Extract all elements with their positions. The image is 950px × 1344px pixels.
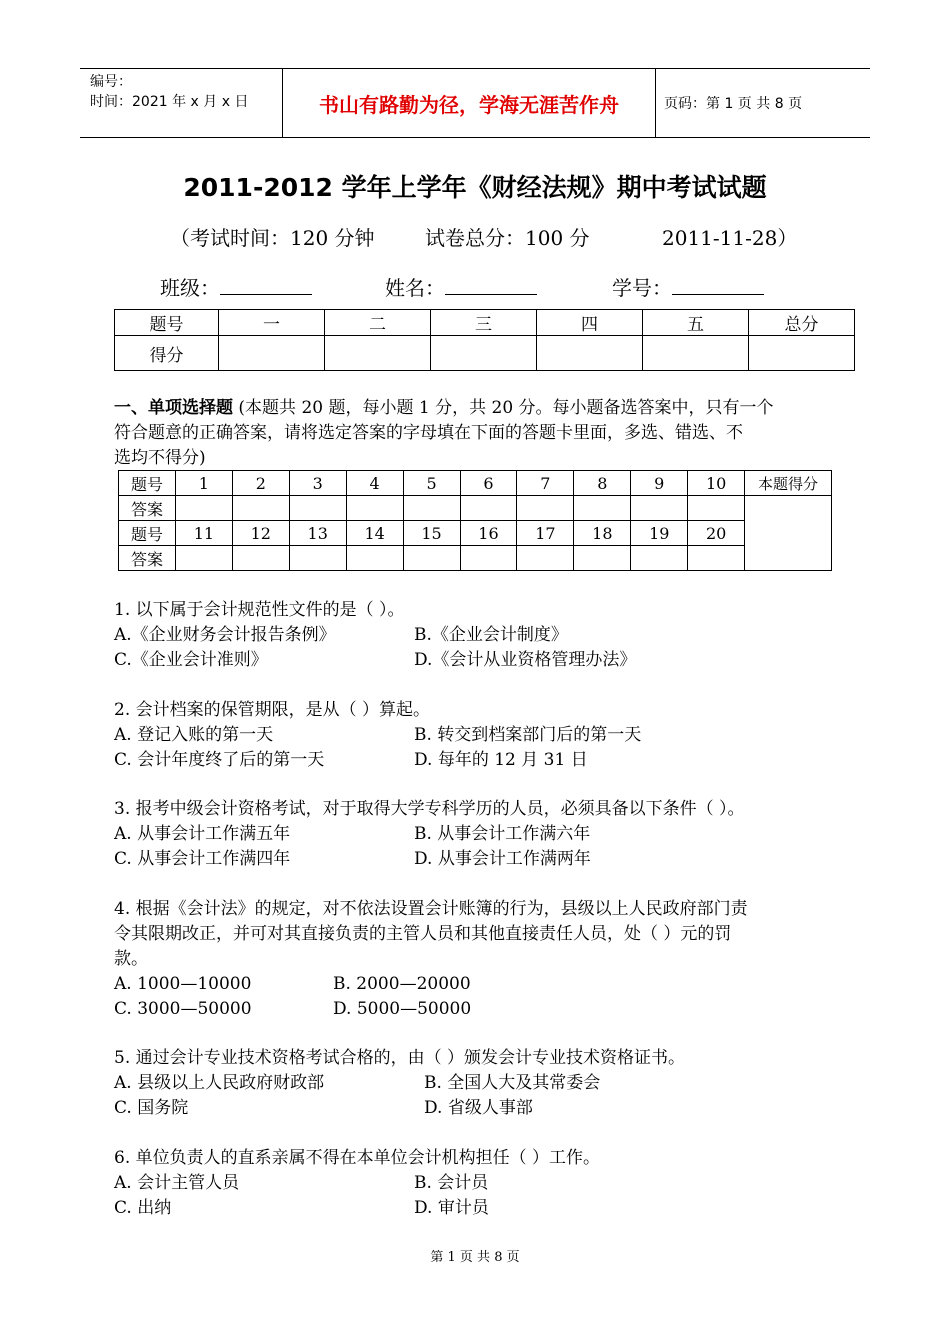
instructions-line-2: 符合题意的正确答案，请将选定答案的字母填在下面的答题卡里面，多选、错选、不 bbox=[114, 423, 743, 443]
answer-table bbox=[118, 470, 832, 571]
answer-cell[interactable] bbox=[175, 496, 232, 521]
option-d: D. 5000—50000 bbox=[333, 999, 472, 1019]
answer-cell[interactable] bbox=[574, 496, 631, 521]
answer-num-cell: 12 bbox=[232, 521, 289, 546]
score-cell[interactable] bbox=[219, 336, 325, 371]
answer-ans-label: 答案 bbox=[119, 546, 176, 571]
score-header-cell: 一 bbox=[219, 310, 325, 336]
answer-num-cell: 7 bbox=[517, 471, 574, 496]
answer-num-cell: 11 bbox=[175, 521, 232, 546]
answer-num-cell: 18 bbox=[574, 521, 631, 546]
exam-date: 2011-11-28） bbox=[662, 226, 798, 250]
score-header-cell: 三 bbox=[430, 310, 536, 336]
option-d: D. 每年的 12 月 31 日 bbox=[414, 750, 588, 770]
score-cell[interactable] bbox=[748, 336, 854, 371]
answer-num-cell: 2 bbox=[232, 471, 289, 496]
question-stem: 1. 以下属于会计规范性文件的是（ ）。 bbox=[114, 600, 405, 620]
question-stem: 2. 会计档案的保管期限，是从（ ）算起。 bbox=[114, 700, 431, 720]
answer-cell[interactable] bbox=[403, 546, 460, 571]
question-stem-line-3: 款。 bbox=[114, 949, 148, 969]
option-d: D. 从事会计工作满两年 bbox=[414, 849, 591, 869]
score-header-cell: 总分 bbox=[748, 310, 854, 336]
answer-cell[interactable] bbox=[232, 496, 289, 521]
answer-num-cell: 5 bbox=[403, 471, 460, 496]
exam-time: （考试时间：120 分钟 bbox=[170, 226, 375, 250]
option-a: A. 1000—10000 bbox=[114, 974, 252, 994]
answer-num-cell: 10 bbox=[688, 471, 745, 496]
score-row-label: 得分 bbox=[115, 336, 219, 371]
score-header-cell: 题号 bbox=[115, 310, 219, 336]
option-b: B. 全国人大及其常委会 bbox=[424, 1073, 601, 1093]
option-d: D. 省级人事部 bbox=[424, 1098, 533, 1118]
option-a: A. 会计主管人员 bbox=[114, 1173, 240, 1193]
option-b: B. 转交到档案部门后的第一天 bbox=[414, 725, 642, 745]
question-3 bbox=[114, 797, 844, 872]
answer-cell[interactable] bbox=[232, 546, 289, 571]
answer-num-cell: 20 bbox=[688, 521, 745, 546]
question-stem: 5. 通过会计专业技术资格考试合格的，由（ ）颁发会计专业技术资格证书。 bbox=[114, 1048, 686, 1068]
score-header-cell: 五 bbox=[642, 310, 748, 336]
option-c: C. 会计年度终了后的第一天 bbox=[114, 750, 325, 770]
answer-cell[interactable] bbox=[631, 496, 688, 521]
answer-cell[interactable] bbox=[688, 546, 745, 571]
answer-num-cell: 14 bbox=[346, 521, 403, 546]
answer-cell[interactable] bbox=[688, 496, 745, 521]
answer-num-label: 题号 bbox=[119, 471, 176, 496]
answer-num-label: 题号 bbox=[119, 521, 176, 546]
header-meta bbox=[80, 69, 282, 137]
header-motto: 书山有路勤为径，学海无涯苦作舟 bbox=[282, 69, 656, 137]
name-blank[interactable] bbox=[445, 274, 537, 295]
question-4 bbox=[114, 897, 844, 1022]
header-page-info: 页码：第 1 页 共 8 页 bbox=[664, 96, 803, 112]
answer-ans-label: 答案 bbox=[119, 496, 176, 521]
option-b: B. 2000—20000 bbox=[333, 974, 471, 994]
id-field[interactable] bbox=[612, 272, 764, 301]
id-label: 学号： bbox=[612, 276, 672, 300]
question-stem: 3. 报考中级会计资格考试，对于取得大学专科学历的人员，必须具备以下条件（ ）。 bbox=[114, 799, 745, 819]
option-c: C. 国务院 bbox=[114, 1098, 189, 1118]
answer-cell[interactable] bbox=[574, 546, 631, 571]
answer-cell[interactable] bbox=[631, 546, 688, 571]
score-header-cell: 四 bbox=[536, 310, 642, 336]
name-label: 姓名： bbox=[385, 276, 445, 300]
answer-cell[interactable] bbox=[460, 546, 517, 571]
class-label: 班级： bbox=[160, 276, 220, 300]
option-c: C. 从事会计工作满四年 bbox=[114, 849, 291, 869]
instructions-line-1: (本题共 20 题，每小题 1 分，共 20 分。每小题备选答案中，只有一个 bbox=[233, 398, 774, 418]
question-stem: 6. 单位负责人的直系亲属不得在本单位会计机构担任（ ）工作。 bbox=[114, 1148, 601, 1168]
answer-cell[interactable] bbox=[517, 496, 574, 521]
score-cell[interactable] bbox=[642, 336, 748, 371]
answer-cell[interactable] bbox=[460, 496, 517, 521]
option-c: C. 出纳 bbox=[114, 1198, 172, 1218]
score-cell[interactable] bbox=[536, 336, 642, 371]
time-label: 时间：2021 年 x 月 x 日 bbox=[90, 94, 249, 110]
answer-num-cell: 1 bbox=[175, 471, 232, 496]
option-b: B. 会计员 bbox=[414, 1173, 489, 1193]
answer-num-cell: 15 bbox=[403, 521, 460, 546]
option-a: A. 县级以上人民政府财政部 bbox=[114, 1073, 325, 1093]
option-d: D. 审计员 bbox=[414, 1198, 489, 1218]
answer-cell[interactable] bbox=[289, 496, 346, 521]
answer-num-cell: 3 bbox=[289, 471, 346, 496]
class-blank[interactable] bbox=[220, 274, 312, 295]
question-1 bbox=[114, 598, 844, 673]
answer-cell[interactable] bbox=[289, 546, 346, 571]
question-2 bbox=[114, 698, 844, 773]
page-header bbox=[80, 68, 870, 138]
answer-cell[interactable] bbox=[346, 546, 403, 571]
question-stem-line-1: 4. 根据《会计法》的规定，对不依法设置会计账簿的行为，县级以上人民政府部门责 bbox=[114, 899, 748, 919]
section-1-heading: 一、单项选择题 bbox=[114, 398, 233, 418]
name-field[interactable] bbox=[385, 272, 537, 301]
answer-cell[interactable] bbox=[346, 496, 403, 521]
answer-num-cell: 6 bbox=[460, 471, 517, 496]
serial-label: 编号： bbox=[90, 74, 132, 90]
option-b: B. 从事会计工作满六年 bbox=[414, 824, 591, 844]
option-c: C. 3000—50000 bbox=[114, 999, 252, 1019]
score-table bbox=[114, 309, 855, 371]
answer-score-label: 本题得分 bbox=[745, 471, 832, 496]
answer-num-cell: 4 bbox=[346, 471, 403, 496]
option-a: A. 登记入账的第一天 bbox=[114, 725, 274, 745]
question-stem-line-2: 令其限期改正，并可对其直接负责的主管人员和其他直接责任人员，处（ ）元的罚 bbox=[114, 924, 732, 944]
option-a: A.《企业财务会计报告条例》 bbox=[114, 625, 336, 645]
question-6 bbox=[114, 1146, 844, 1221]
answer-num-cell: 9 bbox=[631, 471, 688, 496]
exam-title: 2011-2012 学年上学年《财经法规》期中考试试题 bbox=[183, 173, 767, 202]
answer-num-cell: 13 bbox=[289, 521, 346, 546]
answer-cell[interactable] bbox=[175, 546, 232, 571]
question-5 bbox=[114, 1046, 844, 1121]
answer-cell[interactable] bbox=[517, 546, 574, 571]
id-blank[interactable] bbox=[672, 274, 764, 295]
answer-num-cell: 8 bbox=[574, 471, 631, 496]
option-c: C.《企业会计准则》 bbox=[114, 650, 268, 670]
score-cell[interactable] bbox=[430, 336, 536, 371]
instructions-line-3: 选均不得分) bbox=[114, 448, 206, 468]
score-cell[interactable] bbox=[325, 336, 431, 371]
class-field[interactable] bbox=[160, 272, 312, 301]
page-footer: 第 1 页 共 8 页 bbox=[430, 1250, 520, 1265]
answer-score-cell[interactable] bbox=[745, 496, 832, 571]
option-b: B.《企业会计制度》 bbox=[414, 625, 568, 645]
answer-num-cell: 16 bbox=[460, 521, 517, 546]
answer-num-cell: 19 bbox=[631, 521, 688, 546]
answer-num-cell: 17 bbox=[517, 521, 574, 546]
option-d: D.《会计从业资格管理办法》 bbox=[414, 650, 637, 670]
section-1-instructions bbox=[114, 396, 834, 471]
answer-cell[interactable] bbox=[403, 496, 460, 521]
option-a: A. 从事会计工作满五年 bbox=[114, 824, 291, 844]
exam-total: 试卷总分：100 分 bbox=[425, 226, 590, 250]
score-header-cell: 二 bbox=[325, 310, 431, 336]
